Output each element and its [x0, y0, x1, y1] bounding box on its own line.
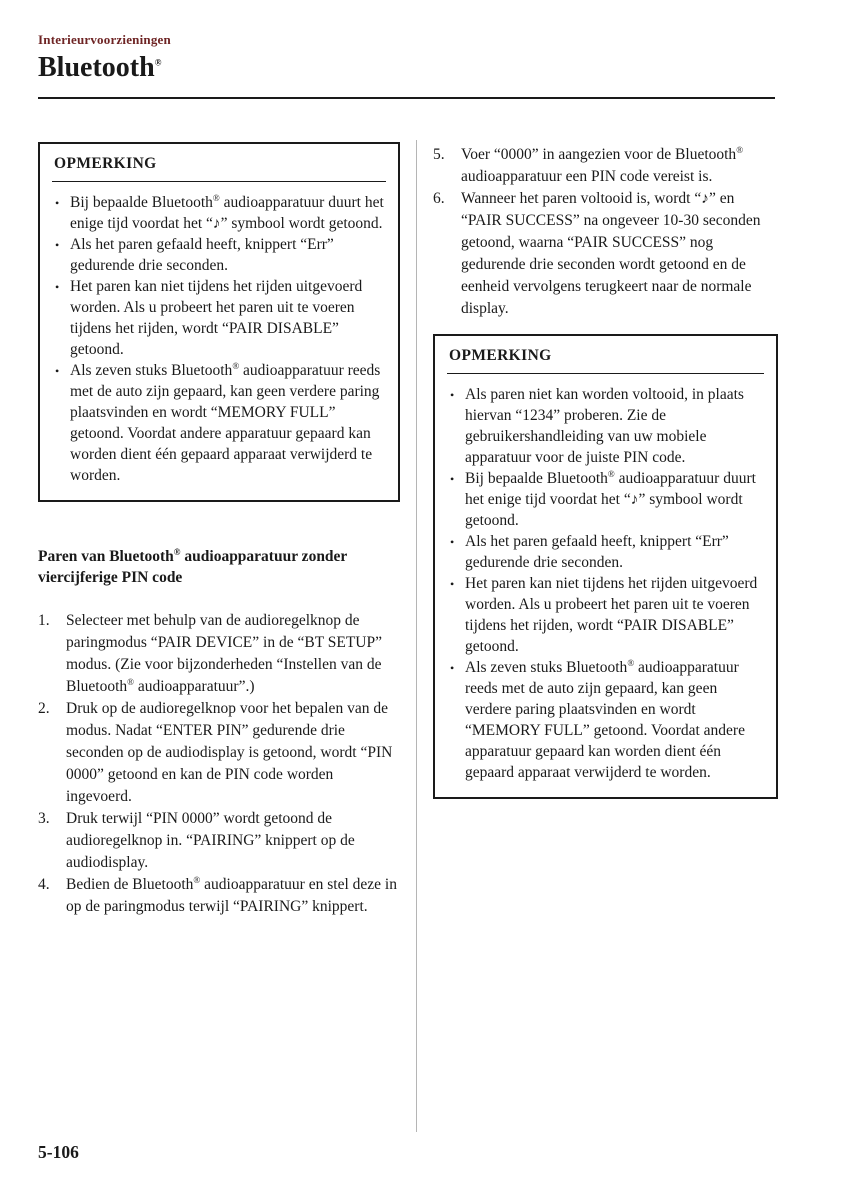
- step-text: Druk op de audioregelknop voor het bepalen van de modus. Nadat “ENTER PIN” gedurende drie seconden op de audiodisplay is getoond, wordt “PIN 0000” getoond en kan de PIN code worden ingevoerd.: [66, 700, 393, 805]
- bullet-icon: •: [450, 535, 455, 549]
- step-text: Voer “0000” in aangezien voor de Bluetooth® audioapparatuur een PIN code vereist is.: [461, 144, 744, 185]
- step-number: 5.: [433, 146, 445, 163]
- bullet-text: Als zeven stuks Bluetooth® audioapparatuur reeds met de auto zijn gepaard, kan geen verdere paring plaatsvinden en wordt “MEMORY FULL” getoond. Voordat andere apparatuur gepaard kan worden dient één gepaard apparaat verwijderd te worden.: [70, 360, 381, 484]
- column-divider: [416, 140, 417, 1132]
- note-box-right-title: OPMERKING: [447, 345, 764, 374]
- step-text: Wanneer het paren voltooid is, wordt “♪” en “PAIR SUCCESS” na ongeveer 10-30 seconden getoond, waarna “PAIR SUCCESS” nog gedurende drie seconden wordt getoond en de eenheid vervolgens terugkeert naar de normale display.: [461, 190, 761, 317]
- bullet-text: Als paren niet kan worden voltooid, in plaats hiervan “1234” proberen. Zie de gebruikershandleiding van uw mobiele apparatuur voor de juiste PIN code.: [465, 386, 744, 466]
- bullet-icon: •: [55, 364, 60, 378]
- bullet-text: Als zeven stuks Bluetooth® audioapparatuur reeds met de auto zijn gepaard, kan geen verdere paring plaatsvinden en wordt “MEMORY FULL” getoond. Voordat andere apparatuur gepaard kan worden dient één gepaard apparaat verwijderd te worden.: [465, 657, 745, 781]
- note-bullet: [447, 657, 764, 783]
- note-box-right: [433, 334, 778, 799]
- bullet-text: Het paren kan niet tijdens het rijden uitgevoerd worden. Als u probeert het paren uit te voeren tijdens het rijden, wordt “PAIR DISABLE” getoond.: [465, 575, 758, 655]
- step-number: 4.: [38, 876, 50, 893]
- step-number: 6.: [433, 190, 445, 207]
- step-item: [433, 188, 778, 320]
- bullet-icon: •: [450, 388, 455, 402]
- page-header: [38, 32, 775, 84]
- note-bullet: [447, 531, 764, 573]
- note-bullet: [52, 192, 386, 234]
- bullet-text: Bij bepaalde Bluetooth® audioapparatuur duurt het enige tijd voordat het “♪” symbool wordt getoond.: [70, 192, 384, 232]
- step-number: 3.: [38, 810, 50, 827]
- note-bullet: [447, 468, 764, 531]
- step-text: Druk terwijl “PIN 0000” wordt getoond de audioregelknop in. “PAIRING” knippert op de audiodisplay.: [66, 810, 355, 871]
- left-column: [38, 142, 400, 918]
- title-rule: [38, 97, 775, 99]
- bullet-icon: •: [55, 280, 60, 294]
- page-number: 5-106: [38, 1142, 79, 1162]
- bullet-icon: •: [450, 472, 455, 486]
- step-item: [38, 808, 400, 874]
- bullet-icon: •: [450, 661, 455, 675]
- bullet-icon: •: [450, 577, 455, 591]
- step-number: 1.: [38, 612, 50, 629]
- steps-list-left: [38, 610, 400, 918]
- bullet-icon: •: [55, 196, 60, 210]
- steps-list-right: [433, 144, 778, 320]
- step-text: Selecteer met behulp van de audioregelknop de paringmodus “PAIR DEVICE” in de “BT SETUP” modus. (Zie voor bijzonderheden “Instellen van de Bluetooth® audioapparatuur”.): [66, 612, 383, 695]
- section-heading: Paren van Bluetooth® audioapparatuur zonder viercijferige PIN code: [38, 546, 348, 586]
- step-item: [433, 144, 778, 188]
- note-bullet: [447, 573, 764, 657]
- note-box-left-body: [52, 192, 386, 486]
- note-bullet: [52, 234, 386, 276]
- page-title: Bluetooth®: [38, 52, 162, 83]
- bullet-text: Als het paren gefaald heeft, knippert “Err” gedurende drie seconden.: [70, 236, 334, 274]
- note-bullet: [52, 276, 386, 360]
- bullet-text: Bij bepaalde Bluetooth® audioapparatuur duurt het enige tijd voordat het “♪” symbool wordt getoond.: [465, 468, 756, 529]
- note-bullet: [447, 384, 764, 468]
- step-number: 2.: [38, 700, 50, 717]
- bullet-text: Het paren kan niet tijdens het rijden uitgevoerd worden. Als u probeert het paren uit te voeren tijdens het rijden, wordt “PAIR DISABLE” getoond.: [70, 278, 363, 358]
- step-item: [38, 610, 400, 698]
- right-column: [433, 142, 778, 799]
- step-item: [38, 698, 400, 808]
- bullet-text: Als het paren gefaald heeft, knippert “Err” gedurende drie seconden.: [465, 533, 729, 571]
- note-box-right-body: [447, 384, 764, 783]
- step-text: Bedien de Bluetooth® audioapparatuur en stel deze in op de paringmodus terwijl “PAIRING” knippert.: [66, 874, 397, 915]
- note-bullet: [52, 360, 386, 486]
- section-label: Interieurvoorzieningen: [38, 32, 171, 47]
- note-box-left: [38, 142, 400, 502]
- bullet-icon: •: [55, 238, 60, 252]
- note-box-left-title: OPMERKING: [52, 153, 386, 182]
- step-item: [38, 874, 400, 918]
